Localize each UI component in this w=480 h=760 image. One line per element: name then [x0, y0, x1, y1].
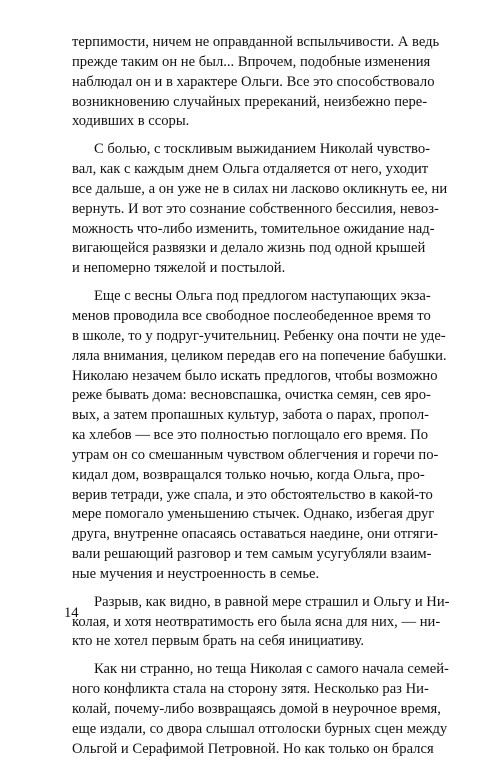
paragraph: [72, 140, 448, 279]
paragraph: [72, 593, 450, 653]
paragraph: [72, 287, 447, 585]
text-line: утрам он со смешанным чувством облегчения и горечи по-: [72, 446, 439, 463]
text-line: кидал дом, возвращался только ночью, когда Ольга, про-: [72, 466, 425, 483]
text-line: еще издали, со двора слышал отголоски бурных сцен между: [72, 720, 448, 737]
paragraph-gap: [72, 652, 404, 660]
text-line: ного конфликта стала на сторону зятя. Несколько раз Ни-: [72, 681, 429, 698]
text-line: Как ни странно, но теща Николая с самого начала семей-: [94, 661, 449, 678]
text-line: кто не хотел первым брать на себя инициативу.: [72, 633, 364, 650]
text-line: колай, почему-либо возвращаясь домой в неурочное время,: [72, 701, 441, 717]
text-line: терпимости, ничем не оправданной вспыльчивости. А ведь: [72, 34, 440, 50]
text-line: возникновению случайных пререканий, неизбежно пере-: [72, 93, 428, 110]
body-text: [72, 33, 450, 760]
text-line: вернуть. И вот это сознание собственного бессилия, невоз-: [72, 200, 439, 217]
text-line: ка хлебов — все это полностью поглощало его время. По: [72, 427, 429, 444]
text-line: все дальше, а он уже не в силах ни ласково окликнуть ее, ни: [72, 180, 448, 197]
text-line: вали решающий разговор и тем самым усугубляли взаим-: [72, 546, 432, 563]
text-line: можность что-либо изменить, томительное ожидание над-: [72, 220, 435, 237]
text-line: верив тетради, уже спала, и это обстоятельство в какой-то: [72, 486, 433, 503]
text-line: друга, внутренне опасаясь оставаться наедине, они отгяги-: [72, 526, 439, 543]
text-line: наблюдал он и в характере Ольги. Все это способствовало: [72, 73, 435, 90]
text-line: Николаю незачем было искать предлогов, чтобы возможно: [72, 367, 438, 384]
text-line: ляла внимания, целиком передав его на попечение бабушки.: [72, 347, 447, 364]
page-number: 14: [64, 605, 79, 621]
paragraph: [72, 33, 440, 132]
text-line: ходивших в ссоры.: [72, 113, 190, 130]
paragraph-gap: [72, 132, 404, 140]
text-line: вых, а затем пропашных культур, забота о парах, пропол-: [72, 407, 430, 424]
text-line: Ольгой и Серафимой Петровной. Но как только он брался: [72, 740, 434, 757]
text-line: прежде таким он не был... Впрочем, подобные изменения: [72, 53, 431, 70]
text-line: мере помогало уменьшению стычек. Однако, избегая друг: [72, 506, 435, 523]
text-line: менов проводила все свободное послеобеденное время то: [72, 307, 431, 324]
text-line: реже бывать дома: весновспашка, очистка семян, сев яро-: [72, 387, 431, 404]
paragraph-gap: [72, 279, 404, 287]
text-line: вал, как с каждым днем Ольга отдаляется от него, уходит: [72, 161, 429, 178]
text-line: колая, и хотя неотвратимость его была ясна для них, — ни-: [72, 613, 441, 630]
paragraph-gap: [72, 585, 404, 593]
text-line: вигающейся развязки и делало жизнь под одной крышей: [72, 240, 426, 257]
text-line: Еще с весны Ольга под предлогом наступающих экза-: [94, 288, 431, 305]
text-line: и непомерно тяжелой и постылой.: [72, 260, 286, 277]
text-line: в школе, то у подруг-учительниц. Ребенку она почти не уде-: [72, 327, 446, 344]
text-line: Разрыв, как видно, в равной мере страшил и Ольгу и Ни-: [94, 593, 450, 610]
text-line: ные мучения и неустроенность в семье.: [72, 565, 320, 582]
paragraph: [72, 660, 449, 759]
text-line: С болью, с тоскливым выжиданием Николай чувство-: [94, 141, 430, 158]
